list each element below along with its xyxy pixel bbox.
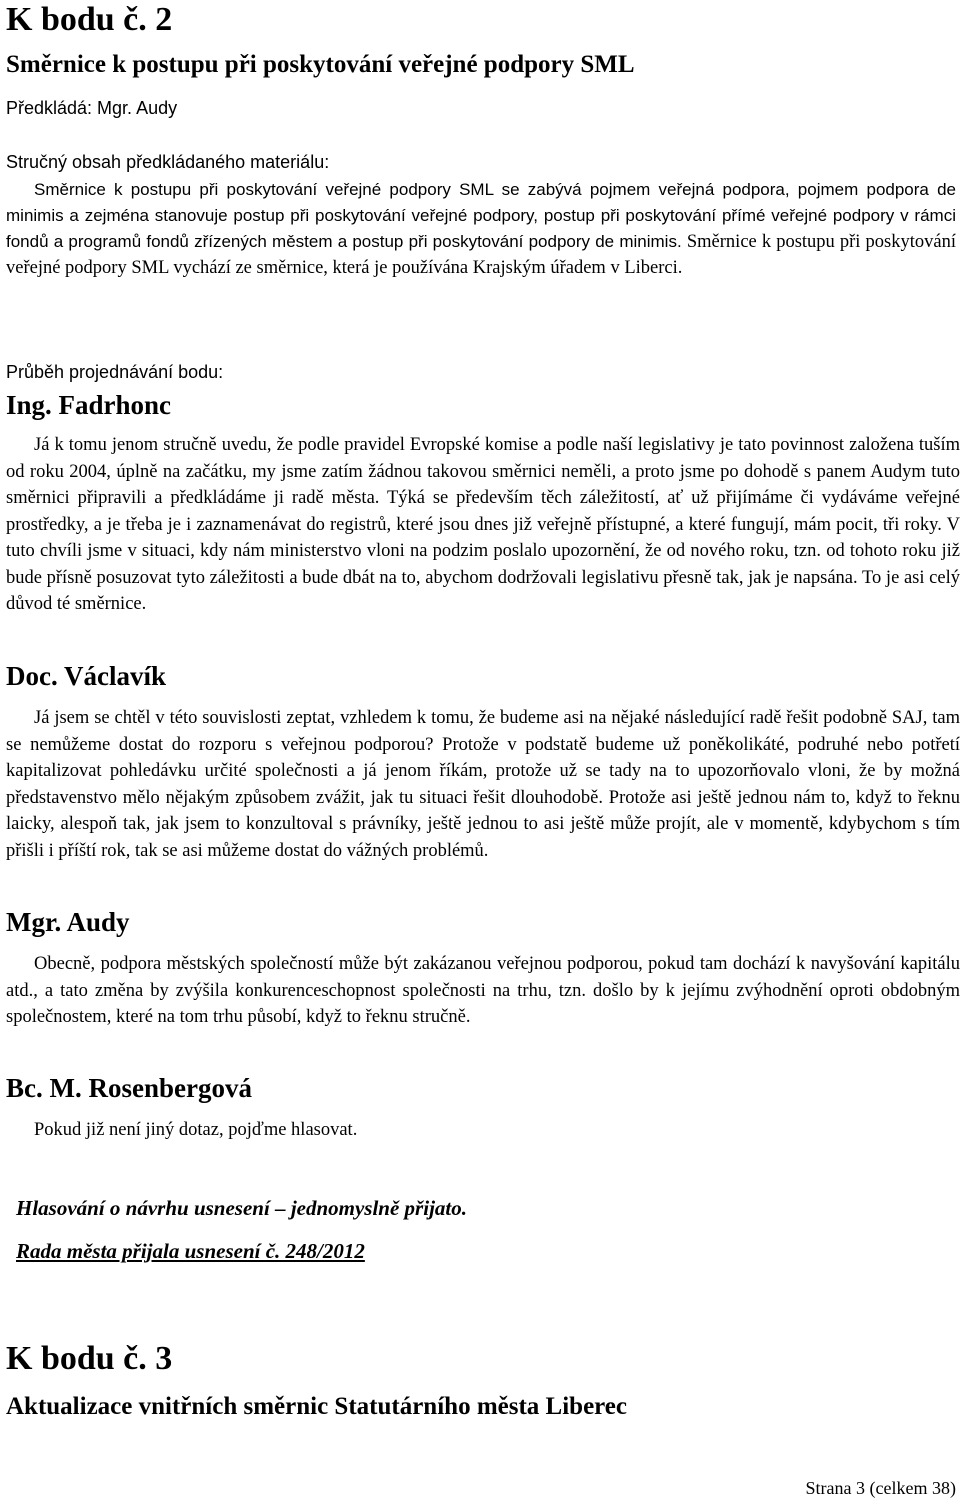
item2-heading: K bodu č. 2 — [6, 1, 173, 38]
item2-title: Směrnice k postupu při poskytování veřejné podpory SML — [6, 51, 635, 78]
speech-text: Pokud již není jiný dotaz, pojďme hlasovat. — [34, 1120, 358, 1140]
item3-heading: K bodu č. 3 — [6, 1340, 173, 1377]
speaker-name: Mgr. Audy — [6, 907, 130, 937]
resolution-number: Rada města přijala usnesení č. 248/2012 — [16, 1239, 365, 1263]
discussion-label: Průběh projednávání bodu: — [6, 362, 224, 382]
speaker-name: Ing. Fadrhonc — [6, 390, 172, 420]
speaker-name: Bc. M. Rosenbergová — [6, 1073, 252, 1103]
summary-text: Směrnice k postupu při poskytování veřejné podpory SML se zabývá pojmem veřejná podpora, pojmem podpora de minimis a zejména stanovuje postup při poskytování veřejné podpory, postup při poskytování přímé veřejné podpory v rámci fondů a programů fondů zřízených městem a postup při poskytování podpory de minimis. — [6, 180, 956, 251]
speech-text: Já jsem se chtěl v této souvislosti zeptat, vzhledem k tomu, že budeme asi na nějaké následující radě řešit podobně SAJ, tam se nemůžeme dostat do rozporu s veřejnou podporou? Protože v podstatě budeme už poněkolikáté, podruhé nebo potřetí kapitalizovat pohledávku určité společnosti a já jenom říkám, protože už se tady na to upozorňovalo vloni, že by možná představenstvo mělo nějakým způsobem zvážit, jak tu situaci řešit dlouhodobě. Protože asi ještě jednou nám to, když to řeknu laicky, alespoň tak, jak jsem to konzultoval s právníky, ještě jednou to asi ještě může projít, ale v momentě, kdybychom s tím přišli i příští rok, tak se asi můžeme dostat do vážných problémů. — [6, 708, 960, 861]
item2-presenter: Předkládá: Mgr. Audy — [6, 98, 178, 118]
speaker-name: Doc. Václavík — [6, 661, 166, 691]
summary-text-2: Směrnice k postupu při poskytování veřejné podpory SML vychází ze směrnice, která je používána Krajským úřadem v Liberci. — [6, 232, 956, 278]
vote-result: Hlasování o návrhu usnesení – jednomyslně přijato. — [16, 1196, 467, 1220]
speech-text: Já k tomu jenom stručně uvedu, že podle pravidel Evropské komise a podle naší legislativy je tato povinnost založena tuším od roku 2004, úplně na začátku, my jsme zatím žádnou takovou směrnici neměli, a proto jsme po dohodě s panem Audym tuto směrnici připravili a předkládáme ji radě města. Týká se především těch záležitostí, ať už přijímáme či vydáváme veřejné prostředky, a je třeba je i zaznamenávat do registrů, které jsou dnes již veřejně přístupné, a které fungují, mám pocit, tři roky. V tuto chvíli jsme v situaci, kdy nám ministerstvo vloni na podzim poslalo upozornění, že od nového roku, tzn. od tohoto roku již bude přísně posuzovat tyto záležitosti a bude dbát na to, abychom dodržovali legislativu přesně tak, jak je napsána. To je asi celý důvod té směrnice. — [6, 435, 960, 614]
summary-label: Stručný obsah předkládaného materiálu: — [6, 152, 330, 172]
speech-text: Obecně, podpora městských společností může být zakázanou veřejnou podporou, pokud tam dochází k navyšování kapitálu atd., a tato změna by zvýšila konkurenceschopnost společnosti na trhu, tzn. došlo by k jejímu zvýhodnění oproti obdobným společnostem, které na tom trhu působí, když to řeknu stručně. — [6, 954, 960, 1027]
item3-title: Aktualizace vnitřních směrnic Statutárního města Liberec — [6, 1393, 627, 1420]
page-number: Strana 3 (celkem 38) — [805, 1478, 956, 1498]
summary-paragraph — [6, 177, 956, 281]
